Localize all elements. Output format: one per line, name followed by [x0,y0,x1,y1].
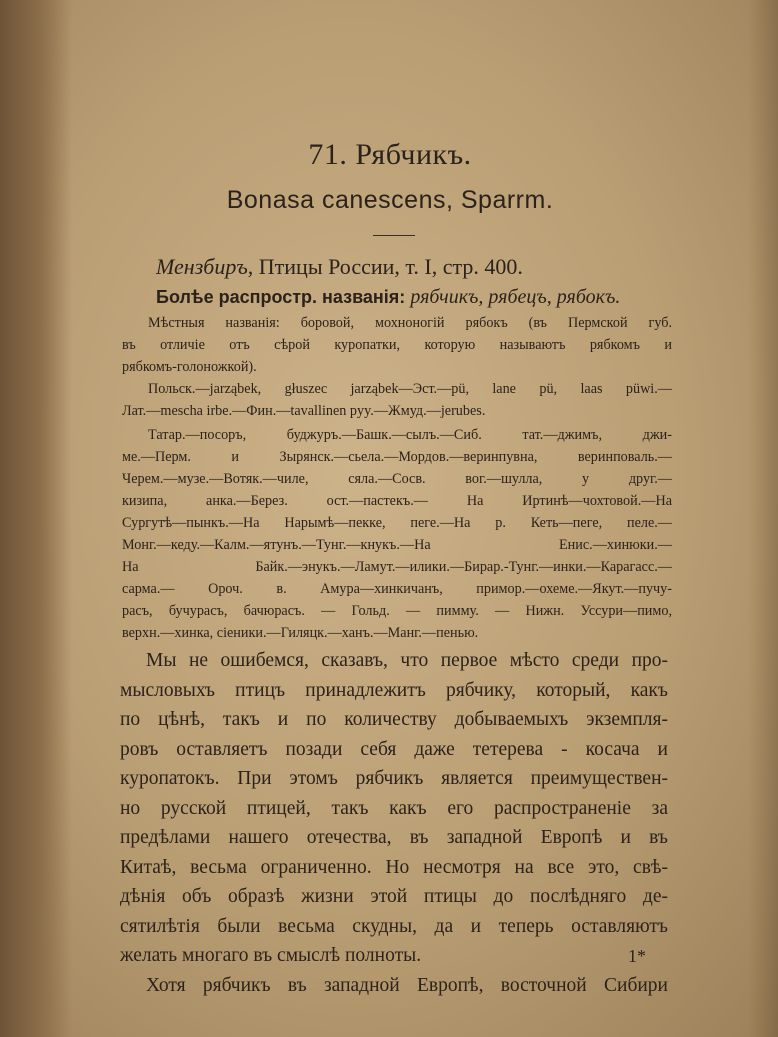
reference-work: Птицы России, т. I, стр. 400. [258,254,523,279]
asian-names-line: Черем.—музе.—Вотяк.—чиле, сяла.—Сосв. вог.—шулла, у друг.— [122,471,672,487]
body-line: мысловыхъ птицъ принадлежитъ рябчику, который, какъ [120,679,668,701]
body-line: желать многаго въ смыслѣ полноты. [120,945,422,966]
asian-names-block [122,424,672,644]
common-names-label: Болѣе распростр. названія: [156,287,406,307]
reference-line [156,254,523,280]
asian-names-line: ме.—Перм. и Зырянск.—сьела.—Мордов.—веринпувна, веринповаль.— [122,449,672,465]
page-gutter-shadow [0,0,72,1037]
asian-names-line: кизипа, анка.—Берез. ост.—пастекъ.— На Иртинѣ—чохтовой.—На [122,493,672,509]
european-names-line: Польск.—jarząbek, głuszec jarząbek—Эст.—pü, lane pü, laas püwi.— [148,381,672,397]
asian-names-line: сарма.— Ороч. в. Амура—хинкичанъ, примор.—охеме.—Якут.—пучу- [122,581,672,597]
body-line: Китаѣ, весьма ограниченно. Но несмотря на все это, свѣ- [120,856,668,878]
common-names [156,286,620,309]
asian-names-line: На Байк.—энукъ.—Ламут.—илики.—Бирар.-Тунг.—инки.—Карагасс.— [122,559,672,575]
body-line: сятилѣтія были весьма скудны, да и теперь оставляютъ [120,915,668,937]
body-line: куропатокъ. При этомъ рябчикъ является преимуществен- [120,768,668,789]
common-names-list: рябчикъ, рябецъ, рябокъ. [410,286,621,308]
title-divider [373,235,415,236]
european-names-block [122,378,672,422]
asian-names-line: Монг.—кеду.—Калм.—ятунъ.—Тунг.—кнукъ.—На Енис.—хинюки.— [122,537,672,553]
asian-names-line: Сургутѣ—пынкъ.—На Нарымѣ—пекке, пеге.—На р. Кеть—пеге, пеле.— [122,515,672,531]
species-title: 71. Рябчикъ. [308,138,472,171]
local-names-line: въ отличіе отъ сѣрой куропатки, которую называютъ рябкомъ и [122,337,672,353]
page-edge-shadow [748,0,778,1037]
body-paragraph [120,646,668,1000]
body-line: Хотя рябчикъ въ западной Европѣ, восточной Сибири [146,974,668,996]
printer-signature: 1* [628,946,646,966]
asian-names-line: верхн.—хинка, сіеники.—Гиляцк.—ханъ.—Манг.—пенью. [122,625,479,641]
body-line: дѣнія объ образѣ жизни этой птицы до послѣдняго де- [120,886,668,907]
body-line: Мы не ошибемся, сказавъ, что первое мѣсто среди про- [146,650,668,671]
european-names-line: Лат.—mescha irbe.—Фин.—tavallinen pyy.—Жмуд.—jerubes. [122,403,486,419]
asian-names-line: Татар.—посоръ, буджуръ.—Башк.—сылъ.—Сиб. тат.—джимъ, джи- [148,427,672,443]
reference-author: Мензбиръ, [156,254,254,279]
body-line: по цѣнѣ, такъ и по количеству добываемыхъ экземпля- [120,709,668,730]
body-line: ровъ оставляетъ позади себя даже тетерева - косача и [120,738,668,760]
local-names-line: Мѣстныя названія: боровой, мохноногій рябокъ (въ Пермской губ. [148,315,672,331]
local-names-line: рябкомъ-голоножкой). [122,359,257,375]
latin-name: Bonasa canescens, Sparrm. [226,186,554,214]
body-line: но русской птицей, такъ какъ его распространеніе за [120,797,668,819]
local-names-block [122,312,672,378]
body-line: предѣлами нашего отечества, въ западной Европѣ и въ [120,827,668,848]
asian-names-line: расъ, бучурасъ, бачюрасъ. — Гольд. — пимму. — Нижн. Уссури—пимо, [122,603,672,619]
